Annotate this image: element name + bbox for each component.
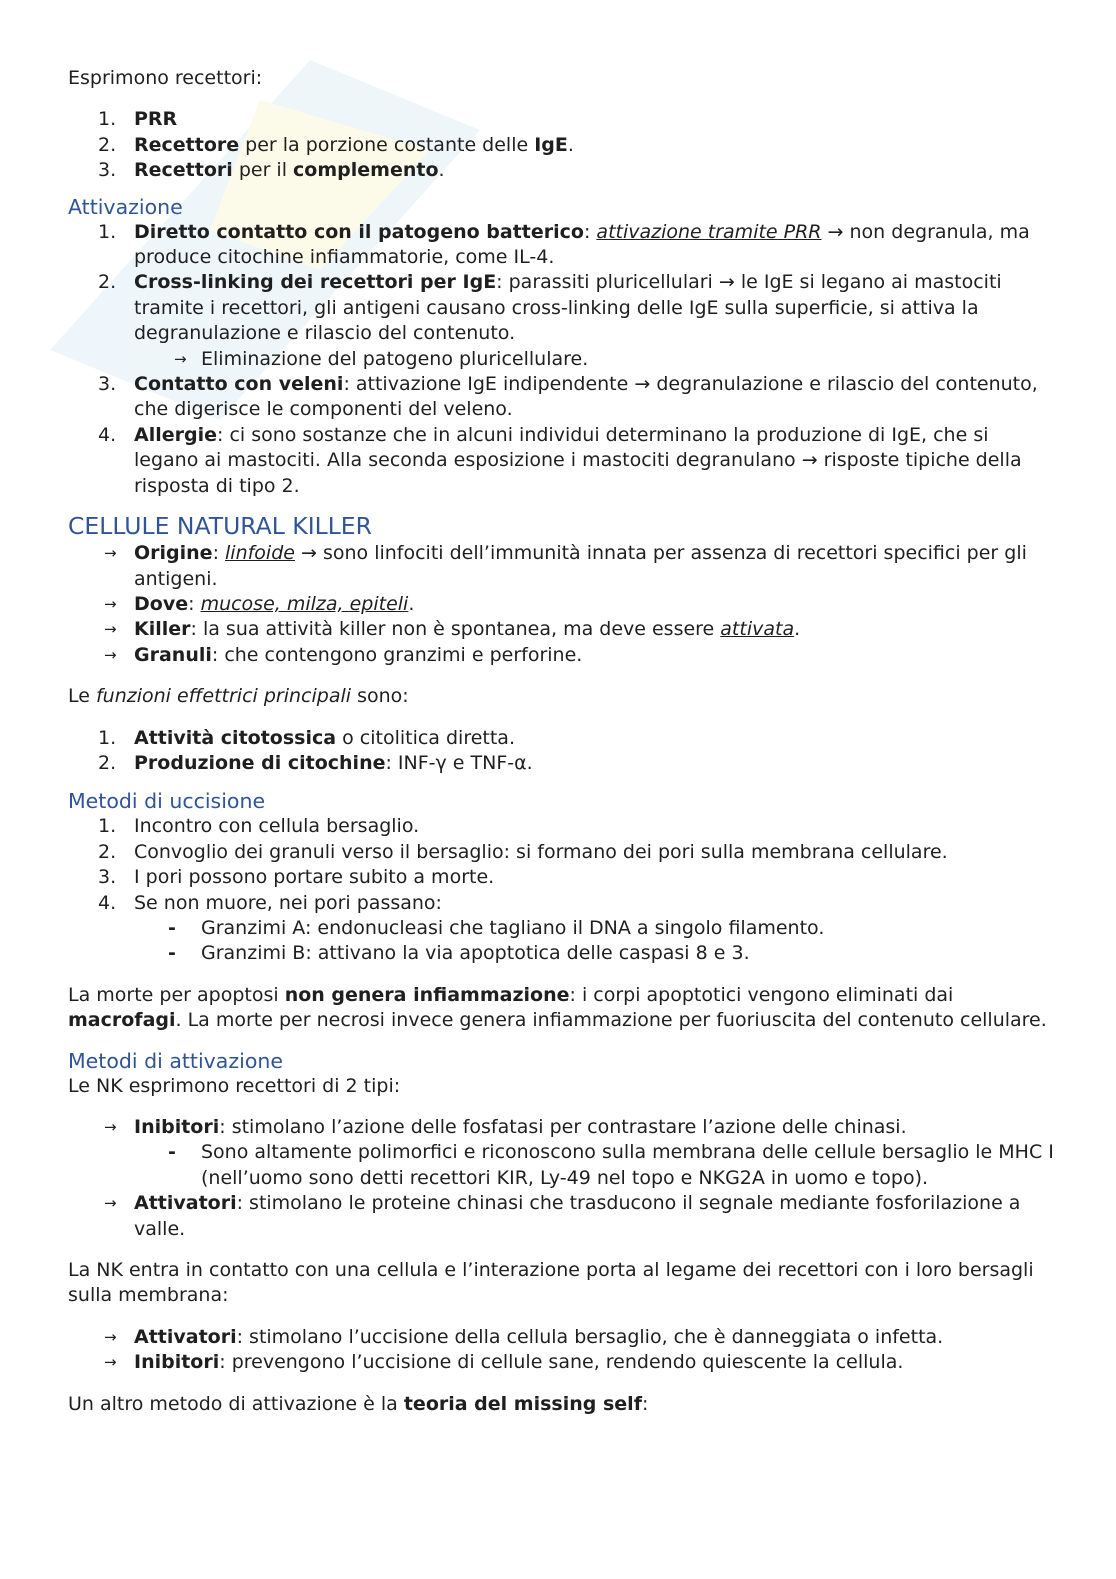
list-item: → Attivatori: stimolano le proteine chinasi che trasducono il segnale mediante fosforilazione a valle. (104, 1192, 1021, 1240)
arrow-bullet-icon: → (174, 349, 187, 368)
sub-list-item: → Eliminazione del patogeno pluricellulare. (68, 347, 1058, 372)
list-item: → Inibitori: stimolano l’azione delle fosfatasi per contrastare l’azione delle chinasi. - Sono altamente polimorfici e riconoscono sulla membrana delle cellule bersaglio le MHC I (nell’uomo sono detti recettori KIR, Ly-49 nel topo e NKG2A in uomo e topo). (68, 1115, 1058, 1191)
list-item: 3. Contatto con veleni: attivazione IgE indipendente → degranulazione e rilascio del contenuto, che digerisce le componenti del veleno. (98, 373, 1038, 421)
attivazione-list (68, 220, 1058, 499)
list-item: 3. Recettori per il complemento. (98, 159, 445, 182)
list-item: 2. Cross-linking dei recettori per IgE: parassiti pluricellulari → le IgE si legano ai mastociti tramite i recettori, gli antigeni causano cross-linking delle IgE sulla superficie, si attiva la degranulazione e rilascio del contenuto. → Eliminazione del patogeno pluricellulare. (68, 270, 1058, 372)
recettori-tipi-list (68, 1115, 1058, 1242)
interazione-list (68, 1325, 1058, 1376)
arrow-bullet-icon: → (104, 594, 117, 613)
sub-list-item: - Granzimi B: attivano la via apoptotica delle caspasi 8 e 3. (68, 941, 1058, 966)
sub-list-item: - Sono altamente polimorfici e riconoscono sulla membrana delle cellule bersaglio le MHC I (nell’uomo sono detti recettori KIR, Ly-49 nel topo e NKG2A in uomo e topo). (168, 1141, 1054, 1189)
contatto-paragraph: La NK entra in contatto con una cellula e l’interazione porta al legame dei recettori con i loro bersagli sulla membrana: (68, 1259, 1034, 1307)
uccisione-list (68, 814, 1058, 966)
section-heading-attivazione: Attivazione (68, 194, 183, 219)
apoptosi-paragraph: La morte per apoptosi non genera infiammazione: i corpi apoptotici vengono eliminati dai macrofagi. La morte per necrosi invece genera infiammazione per fuoriuscita del contenuto cellulare. (68, 983, 1047, 1032)
list-item: 2. Convoglio dei granuli verso il bersaglio: si formano dei pori sulla membrana cellulare. (98, 840, 948, 863)
document-page (68, 66, 1058, 1417)
arrow-bullet-icon: → (104, 1353, 117, 1372)
list-item: 1. Incontro con cellula bersaglio. (98, 815, 420, 838)
arrow-bullet-icon: → (104, 1118, 117, 1136)
arrow-bullet-icon: → (104, 544, 117, 563)
section-heading-metodi-uccisione: Metodi di uccisione (68, 789, 266, 814)
sub-list (68, 1140, 1058, 1191)
dash-bullet-icon: - (168, 916, 176, 939)
list-item: 1. Attività citotossica o citolitica diretta. (98, 726, 515, 749)
section-heading-nk: CELLULE NATURAL KILLER (68, 512, 372, 541)
list-item: 2. Recettore per la porzione costante delle IgE. (98, 133, 574, 156)
nk-bullet-list (68, 541, 1058, 668)
dash-bullet-icon: - (168, 942, 176, 965)
list-item: 1. PRR (98, 108, 178, 131)
arrow-bullet-icon: → (104, 620, 117, 639)
list-item: → Killer: la sua attività killer non è spontanea, ma deve essere attivata. (68, 617, 1058, 642)
dash-bullet-icon: - (168, 1141, 176, 1164)
list-item: 2. Produzione di citochine: INF-γ e TNF-α. (98, 751, 533, 774)
sub-list-item: - Granzimi A: endonucleasi che tagliano il DNA a singolo filamento. (68, 916, 1058, 941)
list-item: → Inibitori: prevengono l’uccisione di cellule sane, rendendo quiescente la cellula. (68, 1350, 1058, 1375)
list-item: → Attivatori: stimolano l’uccisione della cellula bersaglio, che è danneggiata o infetta. (68, 1325, 1058, 1350)
funzioni-list (68, 726, 1058, 777)
list-item: → Origine: linfoide → sono linfociti dell’immunità innata per assenza di recettori specifici per gli antigeni. (104, 542, 1027, 590)
missing-self-paragraph: Un altro metodo di attivazione è la teoria del missing self: (68, 1392, 649, 1415)
arrow-bullet-icon: → (104, 1194, 117, 1213)
sub-list (68, 347, 1058, 372)
list-item: 4. Se non muore, nei pori passano: - Granzimi A: endonucleasi che tagliano il DNA a singolo filamento. - Granzimi B: attivano la via apoptotica delle caspasi 8 e 3. (68, 891, 1058, 967)
sub-list (68, 916, 1058, 967)
intro-paragraph: Esprimono recettori: (68, 67, 263, 89)
funzioni-paragraph: Le funzioni effettrici principali sono: (68, 685, 409, 708)
list-item: → Dove: mucose, milza, epiteli. (68, 592, 1058, 617)
attivazione-intro: Le NK esprimono recettori di 2 tipi: (68, 1074, 401, 1097)
list-item: 3. I pori possono portare subito a morte. (98, 866, 495, 889)
section-heading-metodi-attivazione: Metodi di attivazione (68, 1048, 283, 1073)
arrow-bullet-icon: → (104, 645, 117, 664)
list-item: → Granuli: che contengono granzimi e perforine. (68, 643, 1058, 668)
recettori-list (68, 107, 1058, 183)
list-item: 1. Diretto contatto con il patogeno batterico: attivazione tramite PRR → non degranula, ma produce citochine infiammatorie, come IL-4. (98, 220, 1030, 269)
list-item: 4. Allergie: ci sono sostanze che in alcuni individui determinano la produzione di IgE, che si legano ai mastociti. Alla seconda esposizione i mastociti degranulano → risposte tipiche della risposta di tipo 2. (98, 423, 1022, 497)
arrow-bullet-icon: → (104, 1327, 117, 1346)
